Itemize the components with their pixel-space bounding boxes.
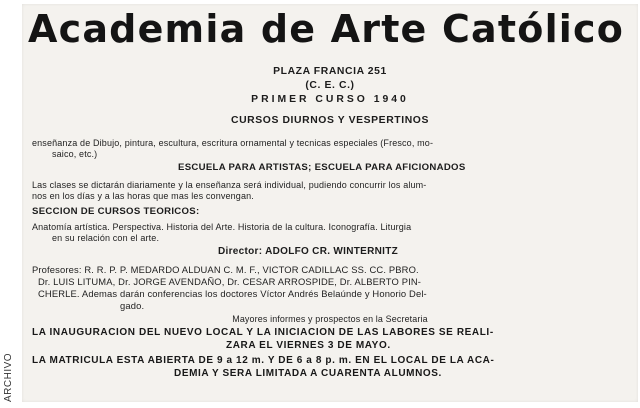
theory-line-1: Anatomía artística. Perspectiva. Historia del Arte. Historia de la cultura. Iconografía. Liturgia: [32, 222, 412, 232]
archive-label: ARCHIVO: [3, 352, 14, 402]
theory-heading: SECCION DE CURSOS TEORICOS:: [32, 206, 200, 217]
schools-heading: ESCUELA PARA ARTISTAS; ESCUELA PARA AFICIONADOS: [178, 162, 466, 173]
course-year: PRIMER CURSO 1940: [251, 94, 409, 105]
teaching-line-1: enseñanza de Dibujo, pintura, escultura, escritura ornamental y tecnicas especiales (Fresco, mo-: [32, 138, 434, 148]
professors-line-2: Dr. LUIS LITUMA, Dr. JORGE AVENDAÑO, Dr. CESAR ARROSPIDE, Dr. ALBERTO PIN-: [38, 276, 422, 287]
professors-line-3: CHERLE. Ademas darán conferencias los doctores Víctor Andrés Belaúnde y Honorio Del-: [38, 288, 427, 299]
org-code: (C. E. C.): [305, 80, 355, 91]
info-line: Mayores informes y prospectos en la Secretaria: [232, 314, 428, 324]
address: PLAZA FRANCIA 251: [273, 66, 387, 77]
theory-line-2: en su relación con el arte.: [52, 233, 160, 243]
classes-line-1: Las clases se dictarán diariamente y la enseñanza será individual, pudiendo concurrir los alum-: [32, 180, 427, 190]
registration-line-1: LA MATRICULA ESTA ABIERTA DE 9 a 12 m. Y DE 6 a 8 p. m. EN EL LOCAL DE LA ACA-: [32, 355, 495, 366]
professors-line-1: Profesores: R. R. P. P. MEDARDO ALDUAN C. M. F., VICTOR CADILLAC SS. CC. PBRO.: [32, 264, 419, 275]
inauguration-line-2: ZARA EL VIERNES 3 DE MAYO.: [226, 340, 391, 351]
registration-line-2: DEMIA Y SERA LIMITADA A CUARENTA ALUMNOS.: [174, 368, 442, 379]
director: Director: ADOLFO CR. WINTERNITZ: [218, 246, 399, 257]
schedule: CURSOS DIURNOS Y VESPERTINOS: [230, 115, 430, 126]
teaching-line-2: saico, etc.): [52, 149, 98, 159]
inauguration-line-1: LA INAUGURACION DEL NUEVO LOCAL Y LA INICIACION DE LAS LABORES SE REALI-: [32, 327, 494, 338]
classes-line-2: nos en los días y a las horas que mas les convengan.: [32, 191, 254, 201]
page-title: Academia de Arte Católico: [28, 7, 625, 51]
professors-line-4: gado.: [120, 300, 145, 311]
